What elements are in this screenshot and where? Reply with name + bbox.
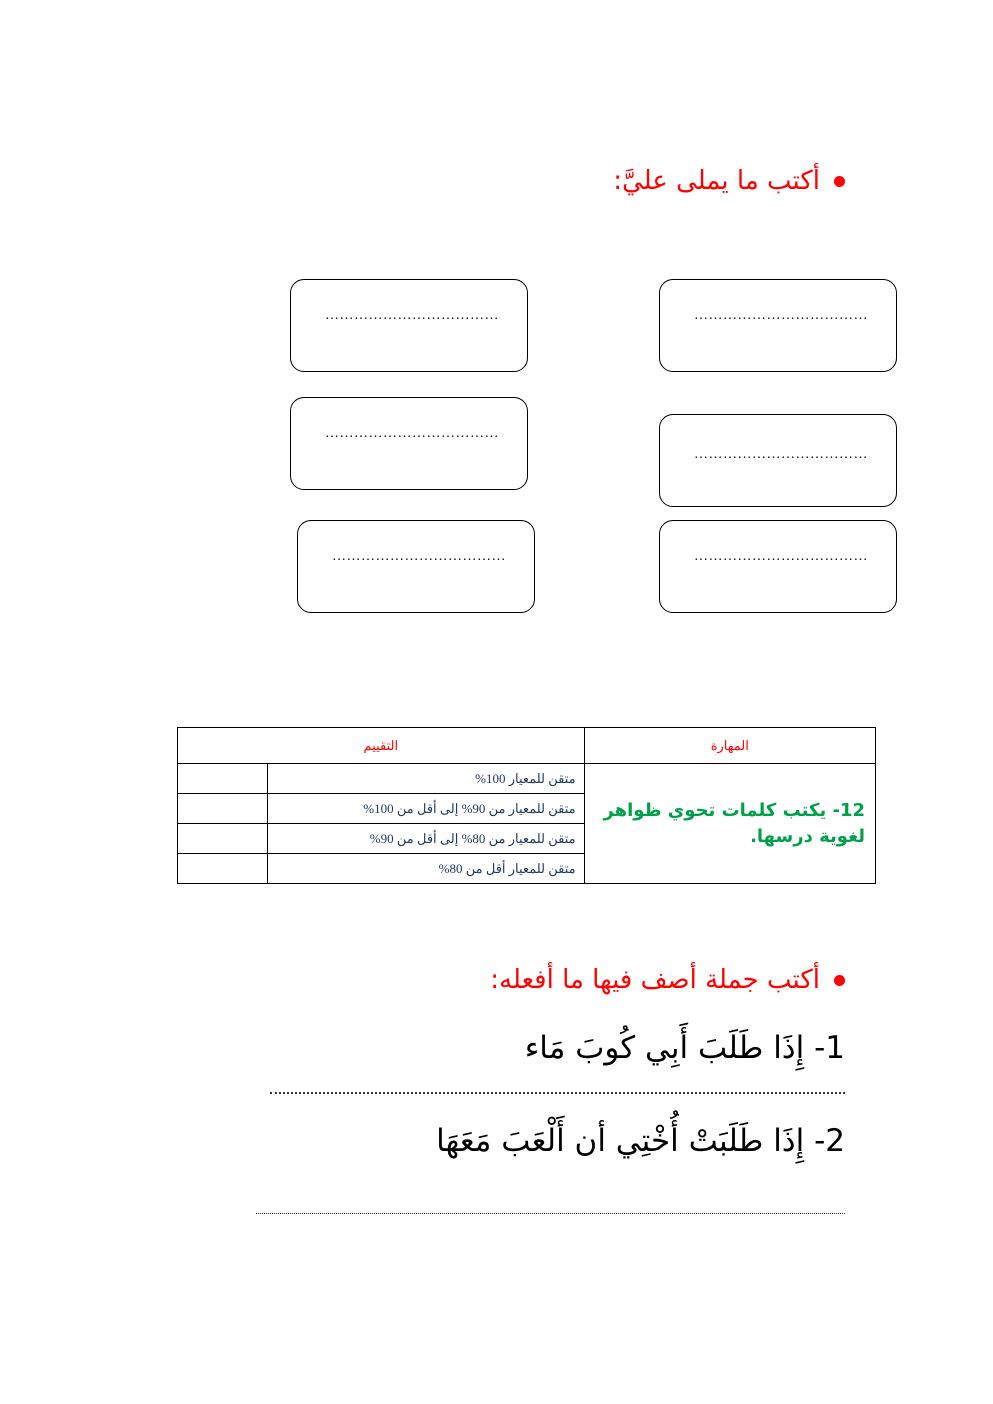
bullet-icon: [834, 176, 845, 187]
rubric-table: [177, 727, 876, 884]
mark-cell[interactable]: [178, 764, 268, 794]
answer-line-1[interactable]: [270, 1092, 845, 1094]
skill-cell: 12- يكتب كلمات تحوي ظواهر لغوية درسها.: [584, 764, 875, 884]
answer-dots: ………………………………: [694, 447, 868, 462]
mark-cell[interactable]: [178, 824, 268, 854]
describe-heading-text: أكتب جملة أصف فيها ما أفعله:: [490, 965, 820, 995]
answer-box[interactable]: [297, 520, 535, 613]
answer-box[interactable]: [290, 397, 528, 490]
sentence-prompt-1: 1- إِذَا طَلَبَ أَبِي كُوبَ مَاء: [524, 1030, 845, 1066]
answer-box[interactable]: [659, 279, 897, 372]
bullet-icon: [834, 975, 845, 986]
level-cell: متقن للمعيار أقل من 80%: [268, 854, 584, 884]
answer-dots: ………………………………: [332, 549, 506, 564]
answer-dots: ………………………………: [325, 308, 499, 323]
skill-header: المهارة: [584, 728, 875, 764]
answer-box[interactable]: [659, 414, 897, 507]
answer-box[interactable]: [659, 520, 897, 613]
sentence-prompt-2: 2- إِذَا طَلَبَتْ أُخْتِي أن أَلْعَبَ مَعَهَا: [436, 1123, 845, 1159]
answer-dots: ………………………………: [694, 549, 868, 564]
answer-line-2[interactable]: [256, 1213, 845, 1214]
rubric-row: [178, 764, 876, 794]
level-cell: متقن للمعيار من 80% إلى أقل من 90%: [268, 824, 584, 854]
answer-box[interactable]: [290, 279, 528, 372]
dictation-heading: [613, 166, 845, 196]
answer-dots: ………………………………: [694, 308, 868, 323]
answer-dots: ………………………………: [325, 426, 499, 441]
level-cell: متقن للمعيار 100%: [268, 764, 584, 794]
mark-cell[interactable]: [178, 854, 268, 884]
assessment-header: التقييم: [178, 728, 585, 764]
dictation-heading-text: أكتب ما يملى عليَّ:: [613, 166, 820, 196]
describe-heading: [490, 965, 845, 995]
rubric-header-row: [178, 728, 876, 764]
level-cell: متقن للمعيار من 90% إلى أقل من 100%: [268, 794, 584, 824]
mark-cell[interactable]: [178, 794, 268, 824]
